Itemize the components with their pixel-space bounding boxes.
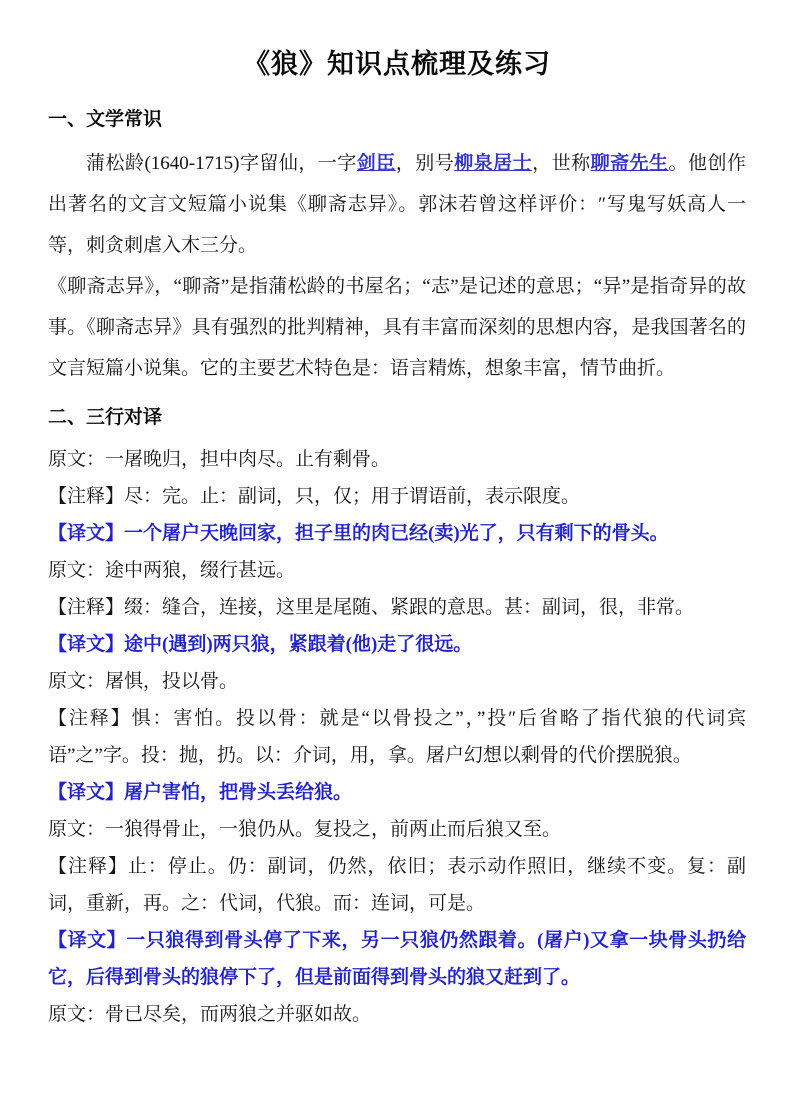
text-run: 。他创作出著名的文言文短篇小说集《聊斋志异》。郭沫若曾这样评价：″写鬼写妖高人一等，刺贪刺虐入木三分。 (48, 153, 746, 256)
translation-line: 【译文】一个屠户天晚回家，担子里的肉已经(卖)光了，只有剩下的骨头。 (48, 523, 669, 544)
translation-line: 【译文】途中(遇到)两只狼，紧跟着(他)走了很远。 (48, 634, 473, 655)
liaozhai-description-paragraph: 《聊斋志异》，“聊斋”是指蒲松龄的书屋名；“志”是记述的意思；“异”是指奇异的故事。《聊斋志异》具有强烈的批判精神，具有丰富而深刻的思想内容，是我国著名的文言短篇小说集。它的主要艺术特色是：语言精炼，想象丰富，情节曲折。 (48, 276, 746, 379)
annotation-line: 【注释】缀：缝合，连接，这里是尾随、紧跟的意思。甚：副词，很，非常。 (48, 597, 695, 618)
text-run: ，别号 (395, 153, 455, 174)
translation-entry (48, 663, 746, 811)
page-title: 《狼》知识点梳理及练习 (243, 49, 551, 79)
text-run: 蒲松龄(1640-1715)字留仙，一字 (86, 153, 357, 174)
annotation-line: 【注释】惧：害怕。投以骨：就是“以骨投之”，”投″后省略了指代狼的代词宾语”之”字。投：抛，扔。以：介词，用，拿。屠户幻想以剩骨的代价摆脱狼。 (48, 708, 746, 766)
author-intro-paragraph (48, 143, 746, 266)
translation-line: 【译文】一只狼得到骨头停了下来，另一只狼仍然跟着。(屠户)又拿一块骨头扔给它，后得到骨头的狼停下了，但是前面得到骨头的狼又赶到了。 (48, 930, 746, 988)
original-text-line: 原文：屠惧，投以骨。 (48, 671, 239, 692)
link-jianchen[interactable]: 剑臣 (356, 153, 396, 174)
annotation-line: 【注释】尽：完。止：副词，只，仅；用于谓语前，表示限度。 (48, 486, 581, 507)
section-heading-literary-knowledge: 一、文学常识 (48, 109, 163, 130)
text-run: ，世称 (532, 153, 591, 174)
translation-entry (48, 811, 746, 996)
link-liaozhai-xiansheng[interactable]: 聊斋先生 (590, 153, 669, 174)
original-text-line: 原文：一屠晚归，担中肉尽。止有剩骨。 (48, 449, 391, 470)
translation-entry (48, 552, 746, 663)
translation-entry (48, 996, 746, 1033)
original-text-line: 原文：途中两狼，缀行甚远。 (48, 560, 296, 581)
original-text-line: 原文：骨已尽矣，而两狼之并驱如故。 (48, 1004, 372, 1025)
original-text-line: 原文：一狼得骨止，一狼仍从。复投之，前两止而后狼又至。 (48, 819, 562, 840)
link-liuquan-jushi[interactable]: 柳泉居士 (454, 153, 533, 174)
section-heading-three-line-translation: 二、三行对译 (48, 407, 163, 428)
translation-line: 【译文】屠户害怕，把骨头丢给狼。 (48, 782, 353, 803)
annotation-line: 【注释】止：停止。仍：副词，仍然，依旧；表示动作照旧，继续不变。复：副词，重新，再。之：代词，代狼。而：连词，可是。 (48, 856, 746, 914)
three-line-translation-section (48, 441, 746, 1033)
translation-entry (48, 441, 746, 552)
